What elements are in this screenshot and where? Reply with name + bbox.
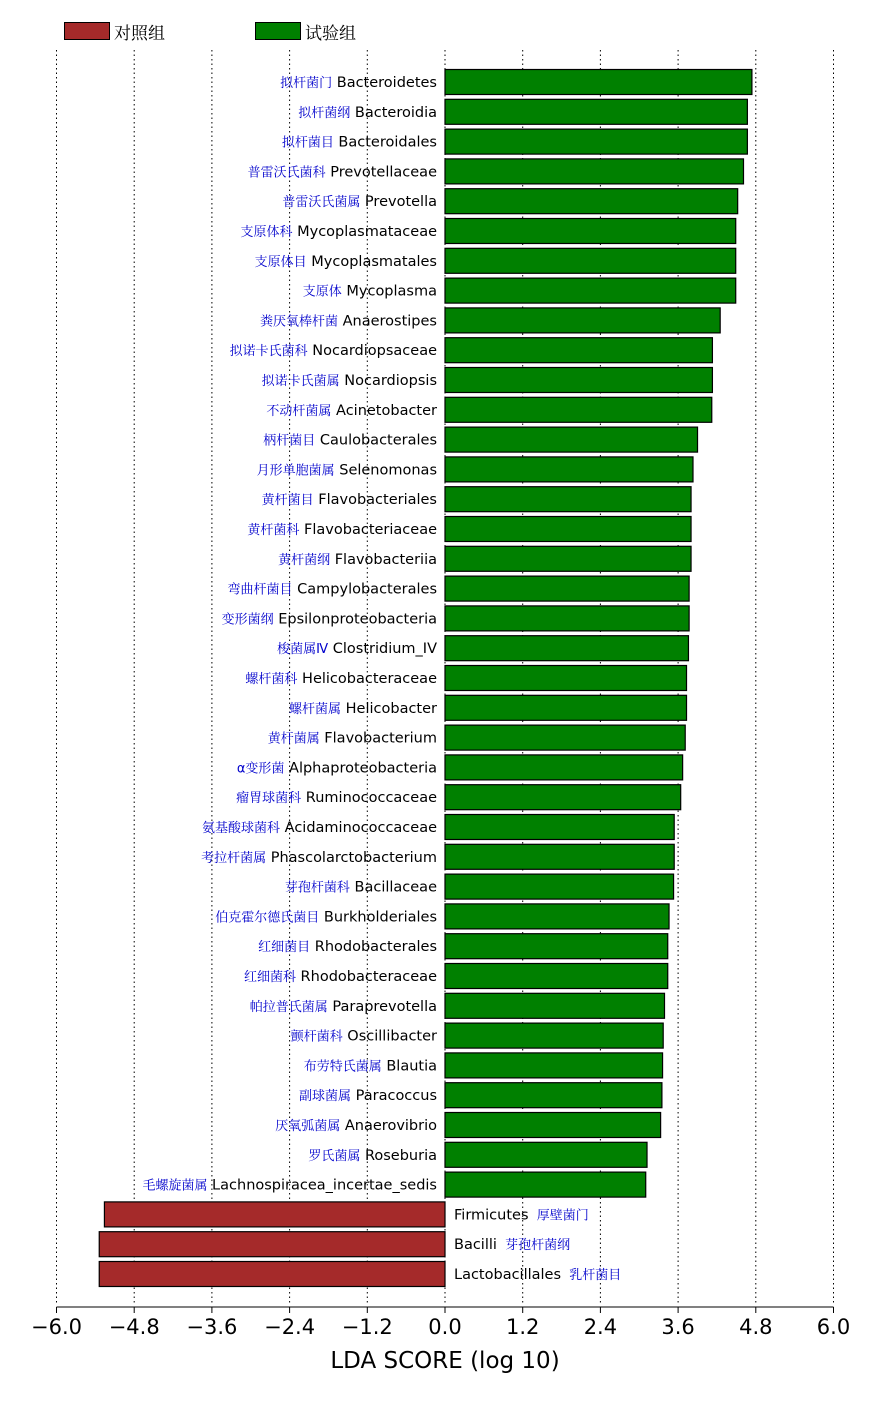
bar-label-en: Paracoccus (351, 1088, 437, 1105)
bar-test (445, 1053, 663, 1078)
bar-label-cn: 拟诺卡氏菌属 (261, 374, 340, 389)
bar-label-cn: 不动杆菌属 (266, 403, 332, 419)
x-tick-label: −3.6 (186, 1315, 238, 1339)
bar-test (445, 1023, 663, 1048)
bar-label-en: Acidaminococcaceae (280, 820, 437, 836)
bar-label (285, 880, 437, 896)
bar-label-en: Rhodobacteraceae (295, 969, 437, 985)
x-tick-label: −4.8 (108, 1315, 160, 1339)
bar-label (236, 790, 437, 806)
bar-label-cn: 瘤胃球菌科 (236, 791, 302, 807)
bar-label (266, 403, 437, 419)
bar-label-cn: 帕拉普氏菌属 (249, 999, 328, 1015)
bar-label-cn: 副球菌属 (299, 1089, 352, 1105)
bar-test (445, 666, 687, 691)
bar-label (308, 1148, 437, 1164)
bar-label (237, 760, 437, 776)
bar-label-cn: 红细菌科 (243, 970, 296, 985)
bar-label (245, 671, 437, 687)
bar-label-cn: 厚壁菌门 (528, 1208, 589, 1224)
bar-label-en: Campylobacterales (292, 581, 437, 598)
bar-label-cn: 红细菌目 (258, 940, 311, 956)
bar-test (445, 546, 691, 571)
bar-test (445, 993, 665, 1018)
bar-test (445, 129, 747, 154)
bar-test (445, 874, 674, 899)
x-tick-label: 4.8 (739, 1315, 773, 1339)
bar-label-cn: 罗氏菌属 (308, 1148, 361, 1164)
bar-label-cn: 芽孢杆菌纲 (496, 1238, 571, 1254)
bar-label-en: Lactobacillales (454, 1267, 562, 1283)
bar-label-en: Bacilli (454, 1237, 497, 1254)
bar-test (445, 606, 689, 631)
x-tick-label: 6.0 (816, 1315, 851, 1339)
bar-label-cn: 黄杆菌纲 (278, 552, 331, 568)
bar-label-cn: 拟杆菌目 (281, 135, 334, 151)
bar-test (445, 278, 736, 303)
bar-label-en: Bacillaceae (349, 879, 437, 896)
bar-label-cn: 螺杆菌属 (289, 701, 342, 717)
x-tick-label: 3.6 (661, 1315, 695, 1339)
bar-label (202, 820, 437, 836)
bar-label-en: Clostridium_IV (328, 641, 437, 658)
bar-test (445, 159, 743, 184)
bar-label (298, 105, 437, 121)
bar-label (228, 582, 437, 598)
bar-test (445, 70, 752, 95)
bar-label-cn: 梭菌属Ⅳ (277, 642, 329, 658)
bar-label-en: Caulobacterales (315, 432, 437, 449)
bar-control (104, 1202, 445, 1227)
bar-label (258, 939, 437, 955)
bar-label-cn: 毛螺旋菌属 (142, 1178, 208, 1194)
legend-label-control: 对照组 (114, 23, 165, 44)
bar-label-en: Anaerovibrio (340, 1118, 437, 1134)
bar-test (445, 248, 736, 273)
bar-label-en: Mycoplasma (341, 283, 437, 300)
bar-label (291, 1029, 437, 1045)
bar-label-cn: 粪厌氧棒杆菌 (259, 314, 338, 330)
x-tick-label: 2.4 (583, 1315, 618, 1339)
bar-label (248, 164, 437, 180)
bar-test (445, 517, 691, 542)
bar-label-en: Prevotella (360, 194, 437, 211)
bar-test (445, 1172, 646, 1197)
bar-label-cn: 月形单胞菌属 (256, 463, 335, 479)
bar-label-cn: 氨基酸球菌科 (202, 821, 281, 836)
bar-label-cn: 布劳特氏菌属 (303, 1059, 382, 1075)
bar-label (275, 1118, 437, 1134)
bar-label-en: Prevotellaceae (325, 164, 437, 181)
bar-label-cn: 拟杆菌纲 (298, 105, 351, 121)
bar-label (277, 641, 437, 657)
bar-label-cn: 黄杆菌科 (247, 523, 300, 538)
bar-label (215, 909, 437, 925)
bar-test (445, 1113, 661, 1138)
bar-label (263, 433, 437, 449)
bar-label (247, 522, 437, 538)
bar-test (445, 815, 674, 840)
bar-label-cn: 乳杆菌目 (561, 1268, 622, 1283)
bar-label (278, 552, 437, 568)
bar-label-en: Rhodobacterales (310, 939, 437, 956)
bar-label-en: Phascolarctobacterium (266, 849, 437, 866)
bar-test (445, 397, 712, 422)
bar-label (142, 1178, 437, 1194)
bar-label (282, 135, 437, 151)
bar-label-en: Burkholderiales (319, 909, 437, 926)
bar-test (445, 219, 736, 244)
bar-label-en: Lachnospiracea_incertae_sedis (207, 1177, 437, 1194)
bar-label (454, 1207, 589, 1223)
bar-label-en: Helicobacter (341, 700, 437, 717)
bar-label (280, 75, 437, 91)
bar-label-en: Nocardiopsaceae (307, 343, 437, 360)
bar-test (445, 904, 669, 929)
bar-label (454, 1267, 621, 1283)
bar-label-en: Bacteroidetes (332, 75, 437, 91)
bar-test (445, 99, 747, 124)
bar-label-en: Selenomonas (334, 462, 437, 479)
bar-label-cn: 普雷沃氏菌科 (247, 165, 326, 181)
bar-label-en: Flavobacterium (319, 730, 437, 747)
bar-test (445, 576, 689, 601)
bar-label (262, 492, 437, 508)
bar-test (445, 338, 712, 363)
bar-test (445, 964, 668, 989)
bar-test (445, 636, 688, 661)
bar-label (244, 969, 437, 985)
bar-label (257, 462, 437, 478)
bar-label (250, 999, 437, 1015)
x-tick-label: −1.2 (341, 1315, 393, 1339)
bar-test (445, 725, 685, 750)
bar-label-en: Blautia (381, 1058, 437, 1075)
bar-test (445, 785, 681, 810)
bar-test (445, 487, 691, 512)
bar-test (445, 189, 738, 214)
bar-label-en: Helicobacteraceae (297, 671, 437, 687)
bar-label-cn: 拟杆菌门 (280, 76, 333, 91)
bar-label-en: Bacteroidales (333, 134, 437, 151)
bar-label-cn: 拟诺卡氏菌科 (229, 344, 308, 360)
bar-test (445, 457, 693, 482)
bar-label-cn: 颤杆菌科 (290, 1029, 343, 1045)
bar-label-cn: 柄杆菌目 (263, 433, 316, 449)
bar-test (445, 1142, 647, 1167)
bar-label-en: Roseburia (360, 1147, 437, 1164)
bar-label-en: Bacteroidia (350, 104, 437, 121)
bar-label-cn: 厌氧弧菌属 (275, 1119, 341, 1134)
bar-label-en: Mycoplasmataceae (292, 224, 437, 240)
x-tick-label: −6.0 (31, 1315, 82, 1339)
bar-label-en: Firmicutes (454, 1207, 529, 1224)
bar-control (99, 1262, 445, 1287)
bar-label-cn: 支原体科 (240, 225, 293, 240)
bar-label (304, 1058, 437, 1074)
bar-label-en: Anaerostipes (338, 313, 437, 330)
bar-label-cn: 支原体 (302, 284, 342, 300)
bar-control (99, 1232, 445, 1257)
x-tick-label: 1.2 (505, 1315, 540, 1339)
bar-label-cn: 普雷沃氏菌属 (282, 195, 361, 211)
bar-test (445, 308, 720, 333)
bar-label (240, 224, 437, 240)
bar-label-cn: 螺杆菌科 (245, 672, 298, 687)
x-axis-title: LDA SCORE (log 10) (330, 1348, 560, 1374)
bar-label (222, 611, 437, 627)
x-tick-label: 0.0 (428, 1315, 462, 1339)
bar-label-cn: 芽孢杆菌科 (284, 880, 350, 896)
bar-label (260, 313, 437, 329)
x-tick-label: −2.4 (264, 1315, 316, 1339)
bar-label (268, 731, 437, 747)
bar-label-en: Flavobacteriia (330, 551, 437, 568)
bar-label-en: Flavobacteriaceae (299, 522, 437, 538)
bar-label (282, 194, 437, 210)
bar-label (255, 254, 437, 270)
bar-label-cn: α变形菌 (236, 761, 285, 777)
bar-test (445, 427, 698, 452)
bar-label (230, 343, 437, 359)
bar-label-en: Nocardiopsis (339, 373, 437, 389)
bar-label-cn: 支原体目 (254, 254, 307, 270)
bar-test (445, 695, 687, 720)
bar-label-cn: 弯曲杆菌目 (227, 582, 293, 598)
bar-test (445, 1083, 662, 1108)
bar-label-en: Mycoplasmatales (306, 253, 437, 270)
bar-label (454, 1237, 570, 1253)
bar-label-cn: 黄杆菌目 (261, 493, 314, 509)
bar-label (303, 284, 437, 300)
bar-test (445, 934, 668, 959)
bar-label-en: Paraprevotella (327, 998, 437, 1015)
bar-test (445, 755, 683, 780)
bar-test (445, 368, 712, 393)
bar-label-cn: 黄杆菌属 (267, 731, 320, 747)
bar-label (262, 373, 437, 389)
x-axis (31, 1307, 850, 1339)
bar-test (445, 844, 674, 869)
bar-label-en: Acinetobacter (331, 402, 437, 419)
bar-label-cn: 考拉杆菌属 (201, 850, 267, 866)
bar-label-en: Alphaproteobacteria (284, 760, 437, 777)
bar-label-cn: 伯克霍尔德氏菌目 (215, 910, 320, 926)
bar-label-en: Oscillibacter (342, 1028, 437, 1045)
legend-label-test: 试验组 (305, 23, 356, 44)
bar-label-en: Flavobacteriales (313, 492, 437, 509)
bar-label-en: Ruminococcaceae (301, 790, 437, 807)
bar-label (201, 850, 437, 866)
bar-label (299, 1088, 437, 1104)
bar-label-en: Epsilonproteobacteria (273, 611, 437, 628)
bar-label-cn: 变形菌纲 (221, 612, 274, 628)
bar-label (289, 701, 437, 717)
